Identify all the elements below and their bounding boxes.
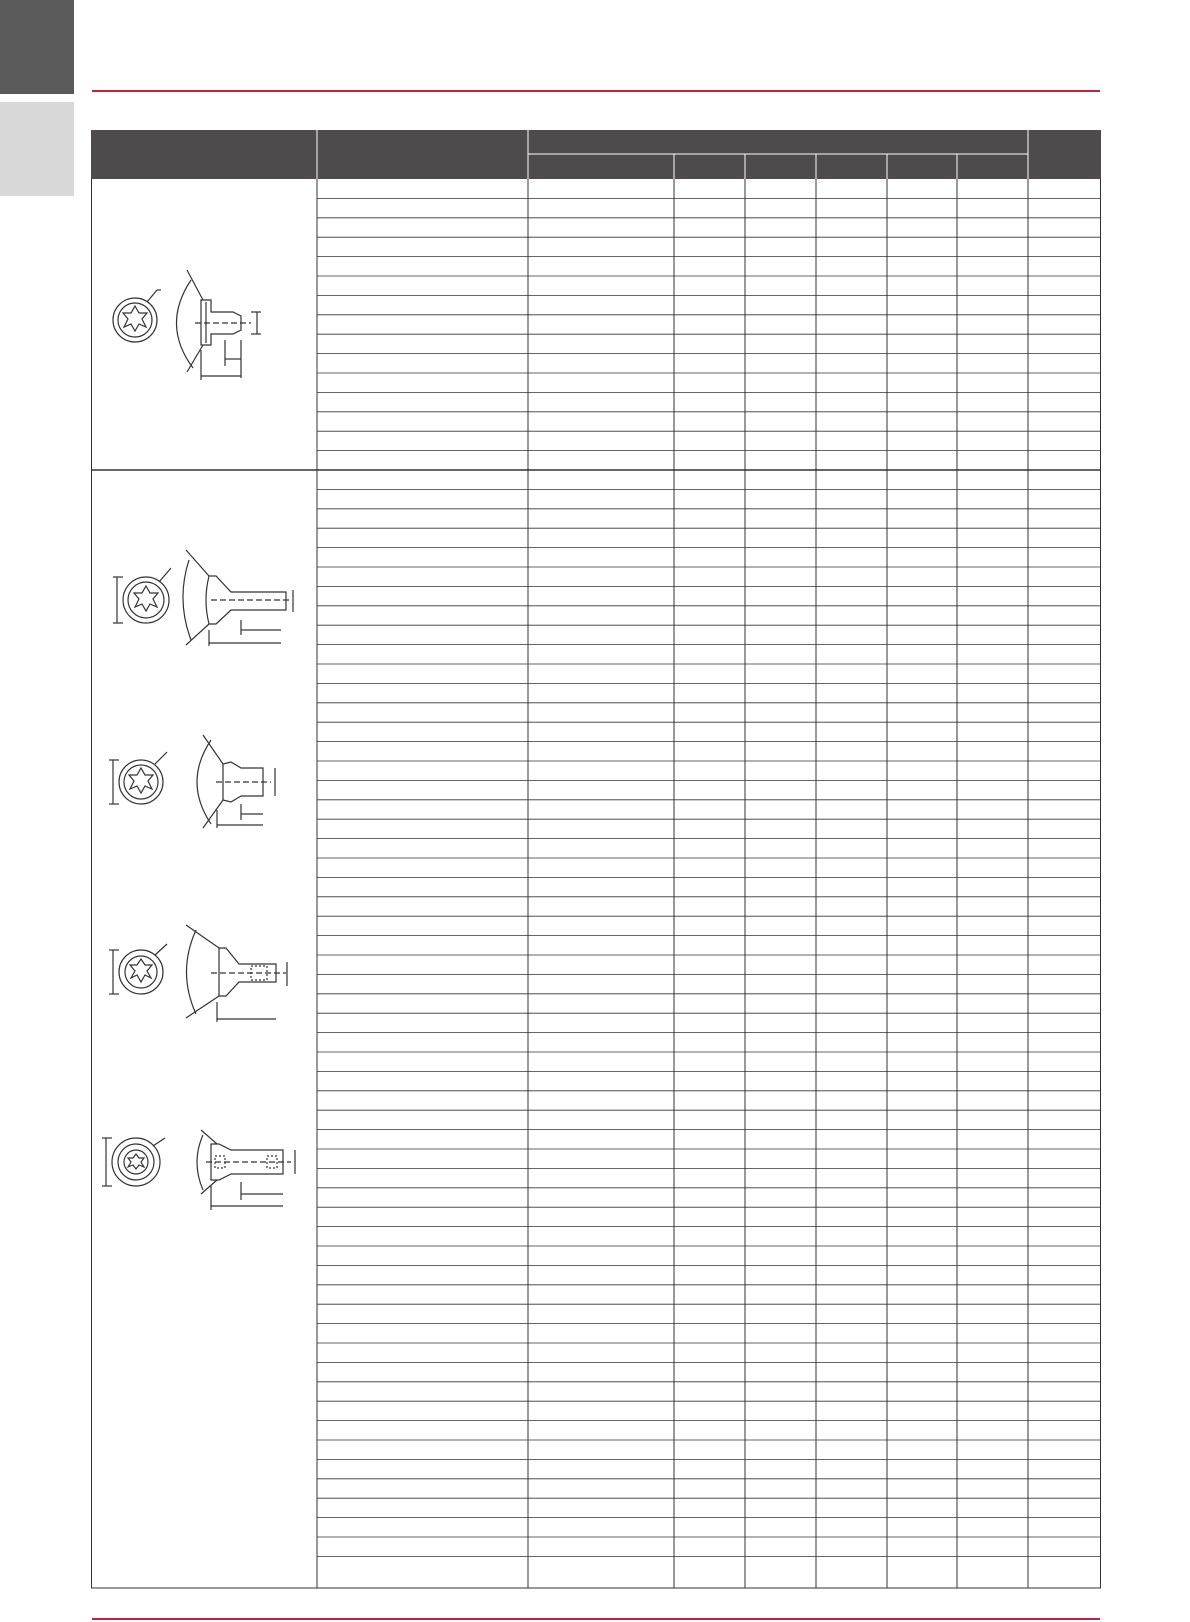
angle-line [201, 1180, 217, 1194]
angle-line [201, 1130, 217, 1144]
torx-countersunk-screw-drawing [113, 270, 261, 380]
torx-socket-icon [128, 1154, 144, 1169]
angle-line [186, 550, 209, 576]
torx-countersunk-screw-wide-drawing [113, 550, 293, 646]
top-accent-rule [92, 90, 1100, 92]
torx-socket-icon [134, 586, 158, 611]
screw-head-outline-icon [112, 1138, 160, 1186]
torx-double-end-screw-drawing [102, 1130, 295, 1210]
torx-countersunk-screw-hollow-drawing [109, 925, 287, 1022]
leader-line [155, 752, 167, 764]
angle-arc [197, 740, 211, 824]
bottom-accent-rule [92, 1618, 1100, 1620]
torx-socket-icon [129, 768, 153, 793]
table-body-grid [91, 179, 1101, 1588]
torx-socket-icon [130, 959, 152, 982]
torx-socket-icon [123, 306, 147, 331]
side-tab-light [0, 102, 74, 196]
angle-arc [187, 930, 197, 1014]
torx-shoulder-screw-drawing [109, 735, 275, 828]
table-header [91, 130, 1101, 179]
screw-head-outline-icon [113, 298, 157, 342]
side-tab-dark [0, 0, 74, 94]
angle-arc [176, 280, 193, 368]
angle-arc [183, 560, 191, 640]
screw-head-outline-icon [123, 577, 169, 623]
screw-head-outline-icon [119, 760, 163, 804]
leader-line [153, 1138, 165, 1146]
table-grid [91, 130, 1101, 1590]
screw-spec-table [91, 130, 1101, 1590]
leader-line [159, 568, 171, 582]
leader-line [155, 944, 167, 955]
screw-head-inner-icon [128, 582, 164, 618]
angle-line [203, 800, 223, 828]
angle-arc [197, 1135, 203, 1190]
leader-line [147, 290, 157, 302]
angle-line [187, 270, 203, 300]
